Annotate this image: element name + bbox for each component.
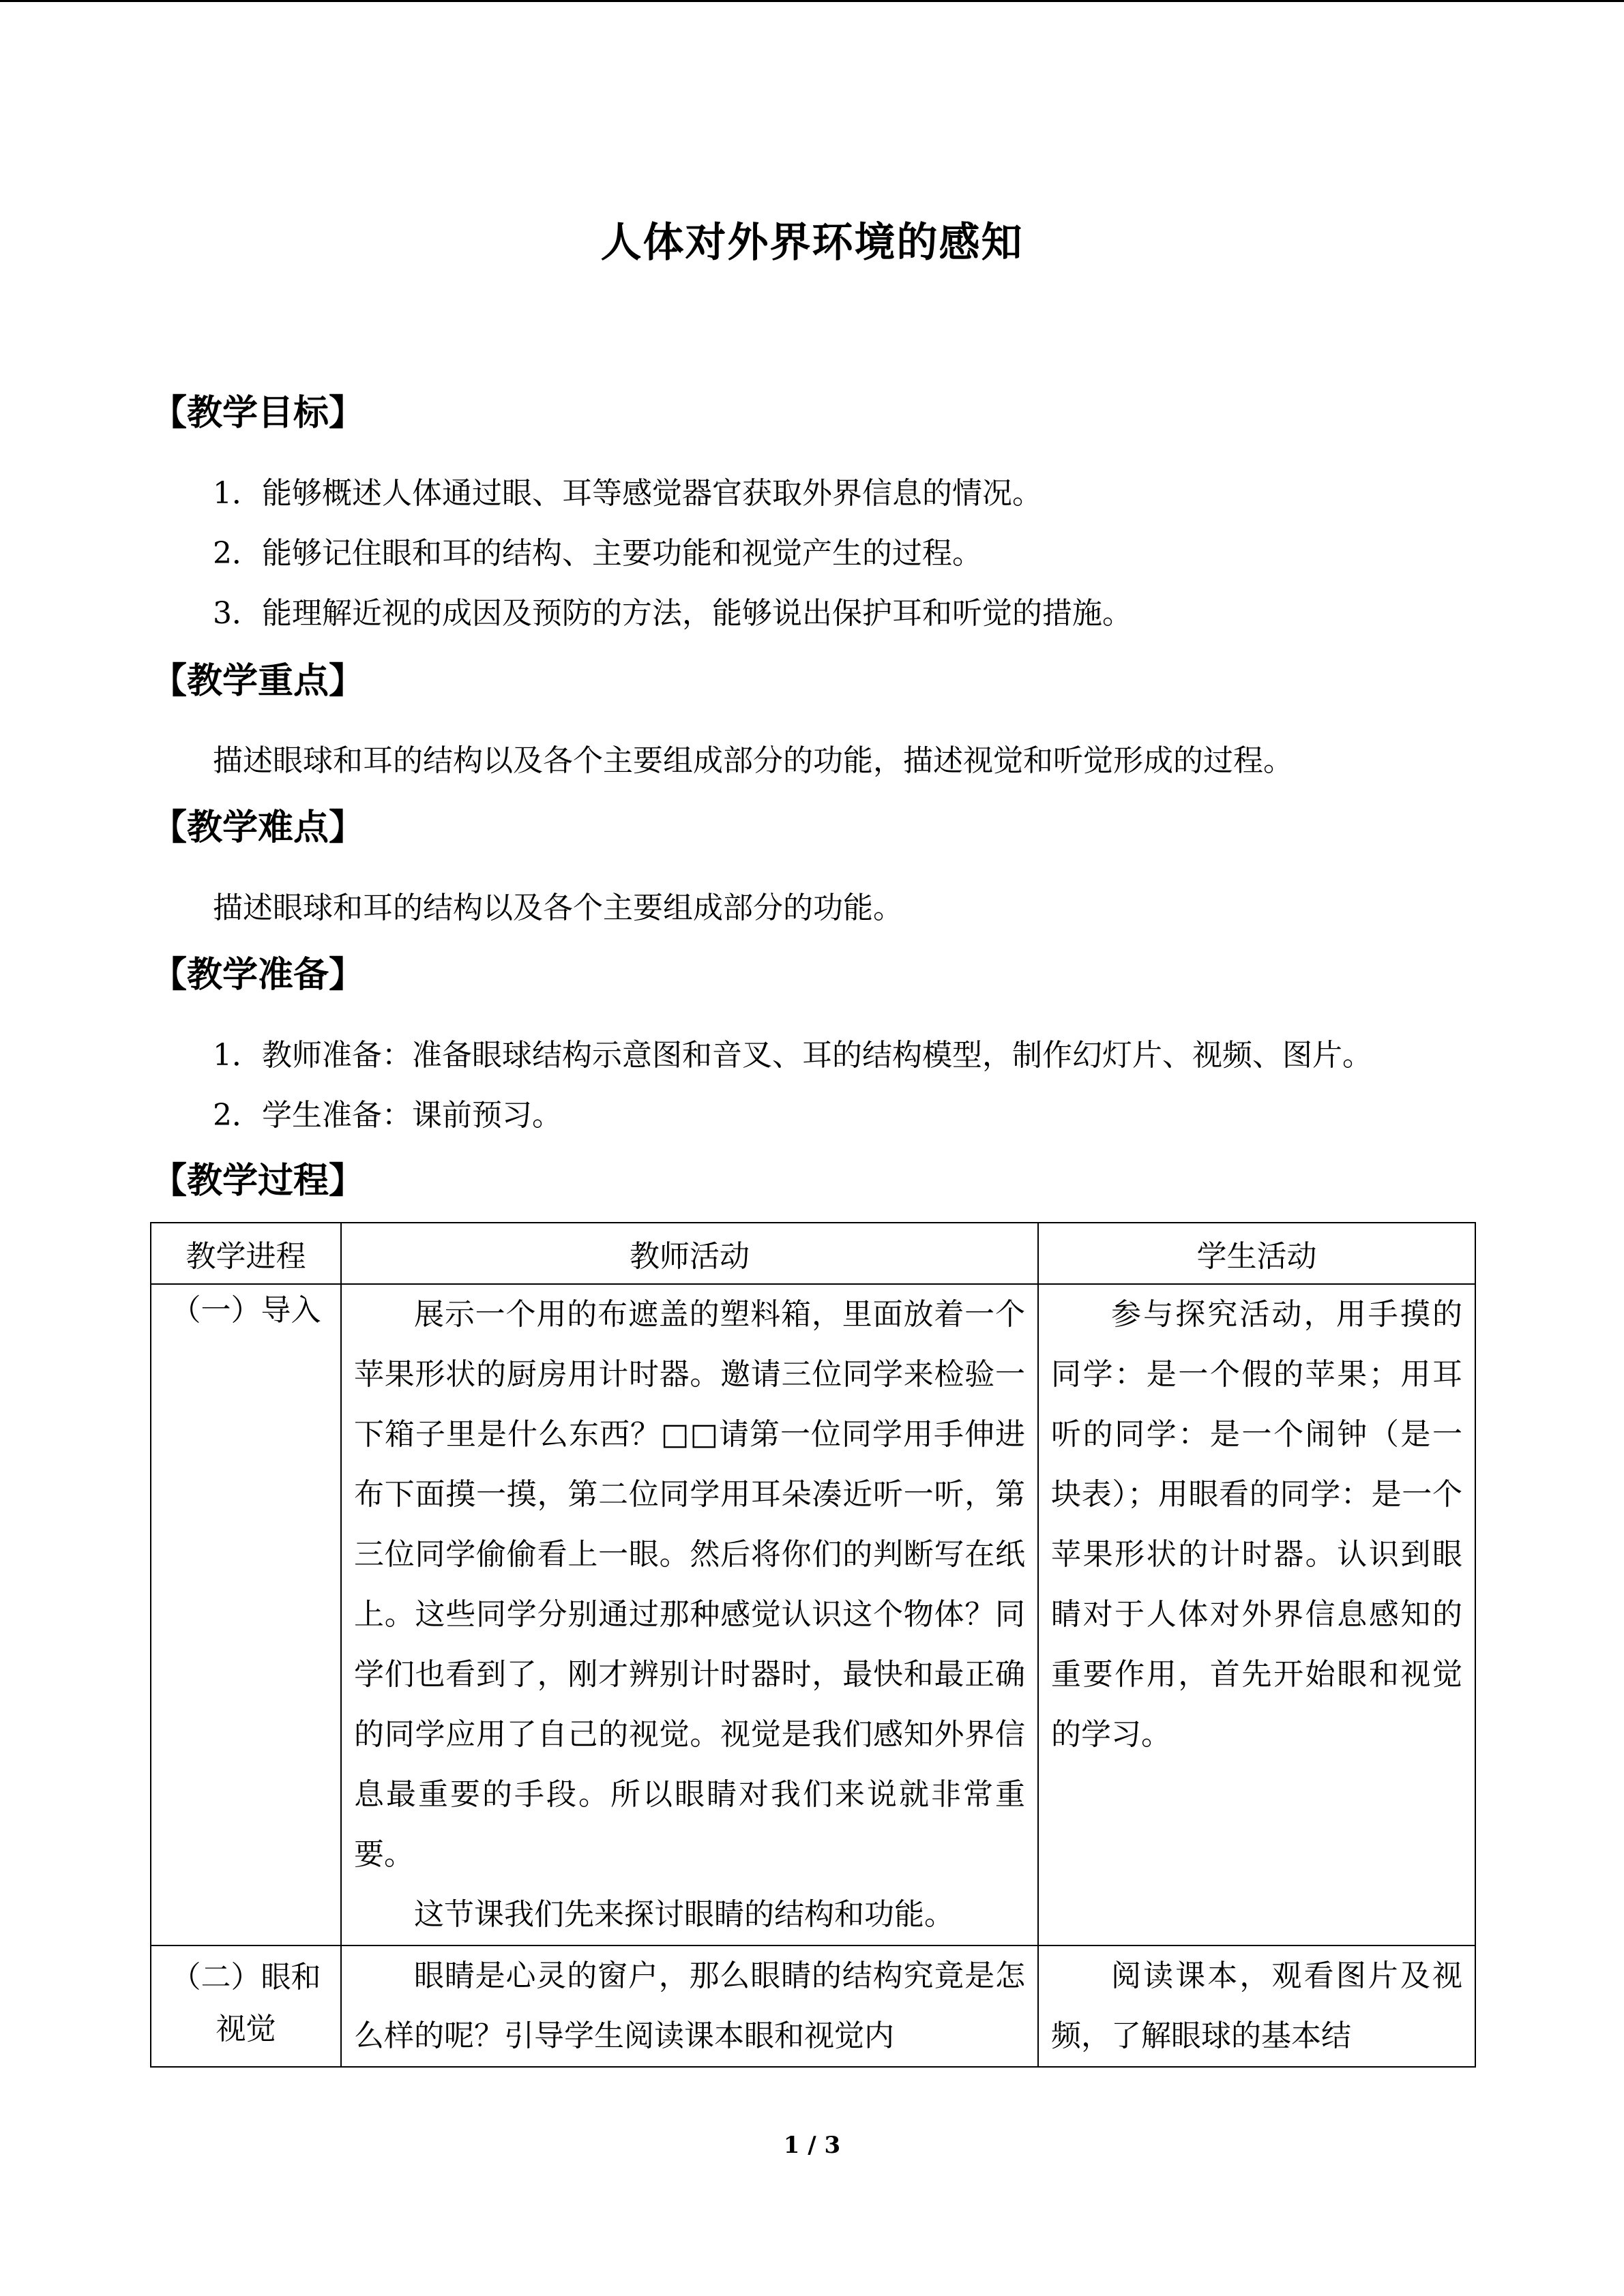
table-header-row [151, 1223, 1475, 1284]
key-points-text: 描述眼球和耳的结构以及各个主要组成部分的功能，描述视觉和听觉形成的过程。 [213, 743, 1293, 778]
difficulties-text: 描述眼球和耳的结构以及各个主要组成部分的功能。 [213, 891, 903, 925]
row1-student-text: 参与探究活动，用手摸的同学：是一个假的苹果；用耳听的同学：是一个闹钟（是一块表）；用眼看的同学：是一个苹果形状的计时器。认识到眼睛对于人体对外界信息感知的重要作用，首先开始眼和视觉的学习。 [1051, 1297, 1462, 1752]
row2-student-text: 阅读课本，观看图片及视频，了解眼球的基本结 [1051, 1958, 1462, 2053]
row2-teacher [341, 1945, 1038, 2067]
key-points-heading: 【教学重点】 [151, 660, 365, 702]
row1-teacher-para2: 这节课我们先来探讨眼睛的结构和功能。 [414, 1897, 954, 1932]
difficulties-heading: 【教学难点】 [151, 807, 365, 848]
header-student: 学生活动 [1038, 1223, 1475, 1284]
goals-heading: 【教学目标】 [151, 392, 365, 434]
row1-student [1038, 1284, 1475, 1945]
header-stage: 教学进程 [151, 1223, 341, 1284]
row2-stage: （二）眼和视觉 [151, 1945, 341, 2067]
table-row [151, 1284, 1475, 1945]
table-row [151, 1945, 1475, 2067]
preparation-item-1: 1．教师准备：准备眼球结构示意图和音叉、耳的结构模型，制作幻灯片、视频、图片。 [213, 1038, 1372, 1073]
row1-teacher-para1: 展示一个用的布遮盖的塑料箱，里面放着一个苹果形状的厨房用计时器。邀请三位同学来检验一下箱子里是什么东西？□□请第一位同学用手伸进布下面摸一摸，第二位同学用耳朵凑近听一听，第三位同学偷偷看上一眼。然后将你们的判断写在纸上。这些同学分别通过那种感觉认识这个物体？同学们也看到了，刚才辨别计时器时，最快和最正确的同学应用了自己的视觉。视觉是我们感知外界信息最重要的手段。所以眼睛对我们来说就非常重要。 [354, 1297, 1025, 1872]
row2-teacher-para1: 眼睛是心灵的窗户，那么眼睛的结构究竟是怎么样的呢？引导学生阅读课本眼和视觉内 [354, 1958, 1025, 2053]
top-border-line [0, 0, 1624, 2]
row1-stage: （一）导入 [151, 1284, 341, 1945]
row1-teacher [341, 1284, 1038, 1945]
preparation-heading: 【教学准备】 [151, 954, 365, 996]
page-number: 1 / 3 [783, 2132, 841, 2159]
process-table [150, 1222, 1476, 2068]
page-title: 人体对外界环境的感知 [600, 219, 1024, 267]
header-teacher: 教师活动 [341, 1223, 1038, 1284]
process-heading: 【教学过程】 [151, 1160, 365, 1202]
preparation-item-2: 2．学生准备：课前预习。 [213, 1098, 562, 1133]
goal-item-2: 2．能够记住眼和耳的结构、主要功能和视觉产生的过程。 [213, 536, 982, 571]
goal-item-3: 3．能理解近视的成因及预防的方法，能够说出保护耳和听觉的措施。 [213, 596, 1132, 631]
row2-student [1038, 1945, 1475, 2067]
goal-item-1: 1．能够概述人体通过眼、耳等感觉器官获取外界信息的情况。 [213, 476, 1042, 511]
